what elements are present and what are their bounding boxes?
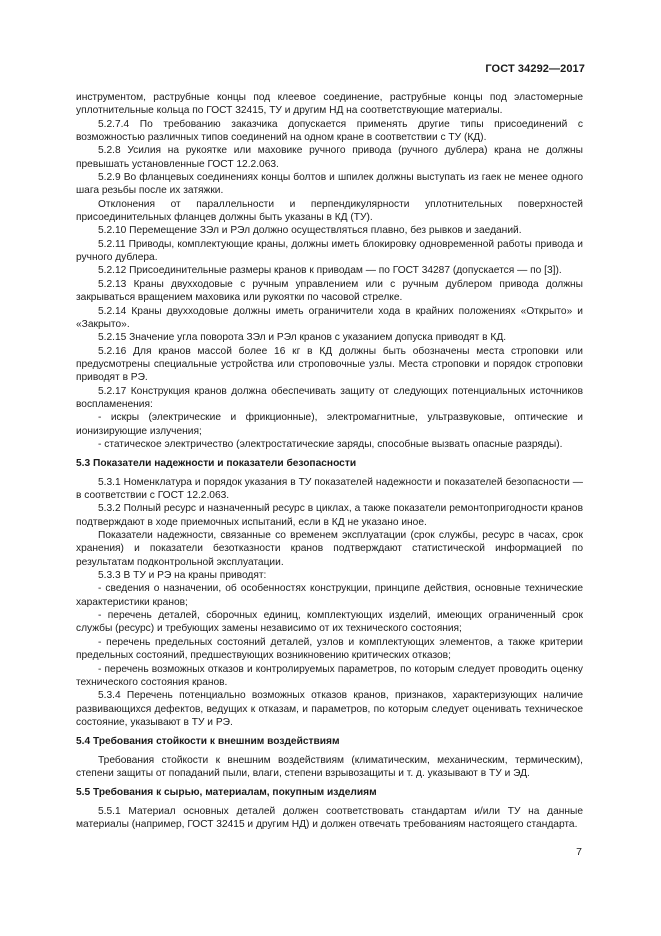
body-paragraph: 5.3.2 Полный ресурс и назначенный ресурс в циклах, а также показатели ремонтопригодности кранов подтверждают в ходе приемочных испытаний, если в КД не указано иное. <box>76 503 583 528</box>
body-paragraph: - сведения о назначении, об особенностях конструкции, принципе действия, основные технические характеристики кранов; <box>76 583 583 608</box>
body-paragraph: Показатели надежности, связанные со временем эксплуатации (срок службы, ресурс в часах, срок хранения) и показатели безотказности кранов подтверждают статистической информацией по результатам подконтрольной эксплуатации. <box>76 530 583 568</box>
body-paragraph: 5.2.15 Значение угла поворота ЗЭл и РЭл кранов с указанием допуска приводят в КД. <box>98 332 507 344</box>
body-paragraph: 5.2.7.4 По требованию заказчика допускается применять другие типы присоединений с возможностью различных типов соединений на одном кране в соответствии с ТУ (КД). <box>76 118 583 144</box>
body-paragraph: - перечень возможных отказов и контролируемых параметров, по которым следует проводить оценку технического состояния кранов. <box>76 663 583 688</box>
document-header: ГОСТ 34292—2017 <box>485 63 585 75</box>
body-paragraph: - статическое электричество (электростатические заряды, способные вызвать опасные разряды). <box>98 438 563 450</box>
body-paragraph: - искры (электрические и фрикционные), электромагнитные, ультразвуковые, оптические и ионизирующие излучения; <box>76 412 583 437</box>
body-paragraph: 5.2.14 Краны двухходовые должны иметь ограничители хода в крайних положениях «Открыто» и «Закрыто». <box>76 305 583 330</box>
body-paragraph: 5.3.3 В ТУ и РЭ на краны приводят: <box>98 570 267 582</box>
body-paragraph: инструментом, раструбные концы под клеевое соединение, раструбные концы под эластомерные уплотнительные кольца по ГОСТ 32415, ТУ и другим НД на соответствующие материалы. <box>76 92 583 117</box>
body-paragraph: - перечень предельных состояний деталей, узлов и комплектующих элементов, а также критерии предельных состояний, предшествующих возникновению критических отказов; <box>76 636 583 662</box>
section-heading: 5.3 Показатели надежности и показатели безопасности <box>76 458 357 470</box>
body-paragraph: 5.2.10 Перемещение ЗЭл и РЭл должно осуществляться плавно, без рывков и заеданий. <box>98 225 522 237</box>
body-paragraph: 5.2.9 Во фланцевых соединениях концы болтов и шпилек должны выступать из гаек не менее одного шага резьбы после их затяжки. <box>76 172 583 197</box>
body-paragraph: 5.2.13 Краны двухходовые с ручным управлением или с ручным дублером привода должны закрываться вращением маховика или рукоятки по часовой стрелке. <box>76 278 583 304</box>
body-paragraph: 5.2.8 Усилия на рукоятке или маховике ручного привода (ручного дублера) крана не должны превышать установленные ГОСТ 12.2.063. <box>76 145 583 170</box>
section-heading: 5.4 Требования стойкости к внешним воздействиям <box>76 736 340 748</box>
body-paragraph: 5.2.17 Конструкция кранов должна обеспечивать защиту от следующих потенциальных источников воспламенения: <box>76 385 583 410</box>
body-paragraph: 5.5.1 Материал основных деталей должен соответствовать стандартам и/или ТУ на данные материалы (например, ГОСТ 32415 и другим НД) и должен отвечать требованиям настоящего стандарта. <box>76 805 583 831</box>
body-paragraph: 5.3.4 Перечень потенциально возможных отказов кранов, признаков, характеризующих наличие развивающихся дефектов, ведущих к отказам, и параметров, по которым следует оценивать техническое состояние, указывают в ТУ и РЭ. <box>76 690 583 728</box>
section-heading: 5.5 Требования к сырью, материалам, покупным изделиям <box>76 787 377 799</box>
document-body <box>76 91 583 831</box>
body-paragraph: 5.2.11 Приводы, комплектующие краны, должны иметь блокировку одновременной работы привода и ручного дублера. <box>76 238 583 264</box>
body-paragraph: 5.3.1 Номенклатура и порядок указания в ТУ показателей надежности и показателей безопасности — в соответствии с ГОСТ 12.2.063. <box>76 476 583 502</box>
body-paragraph: - перечень деталей, сборочных единиц, комплектующих изделий, имеющих ограниченный срок службы (ресурс) и требующих замены независимо от их технического состояния; <box>76 610 583 635</box>
body-paragraph: 5.2.16 Для кранов массой более 16 кг в КД должны быть обозначены места строповки или предусмотрены специальные устройства или строповочные узлы. Места строповки и порядок строповки приводят в РЭ. <box>76 345 583 384</box>
body-paragraph: 5.2.12 Присоединительные размеры кранов к приводам — по ГОСТ 34287 (допускается — по [3]). <box>98 265 562 277</box>
page-number: 7 <box>576 846 582 858</box>
body-paragraph: Требования стойкости к внешним воздействиям (климатическим, механическим, термическим), степени защиты от попаданий пыли, влаги, степени взрывозащиты и т. д. указывают в ТУ и ЭД. <box>76 754 583 779</box>
body-paragraph: Отклонения от параллельности и перпендикулярности уплотнительных поверхностей присоединительных фланцев должны быть указаны в КД (ТУ). <box>76 198 583 224</box>
